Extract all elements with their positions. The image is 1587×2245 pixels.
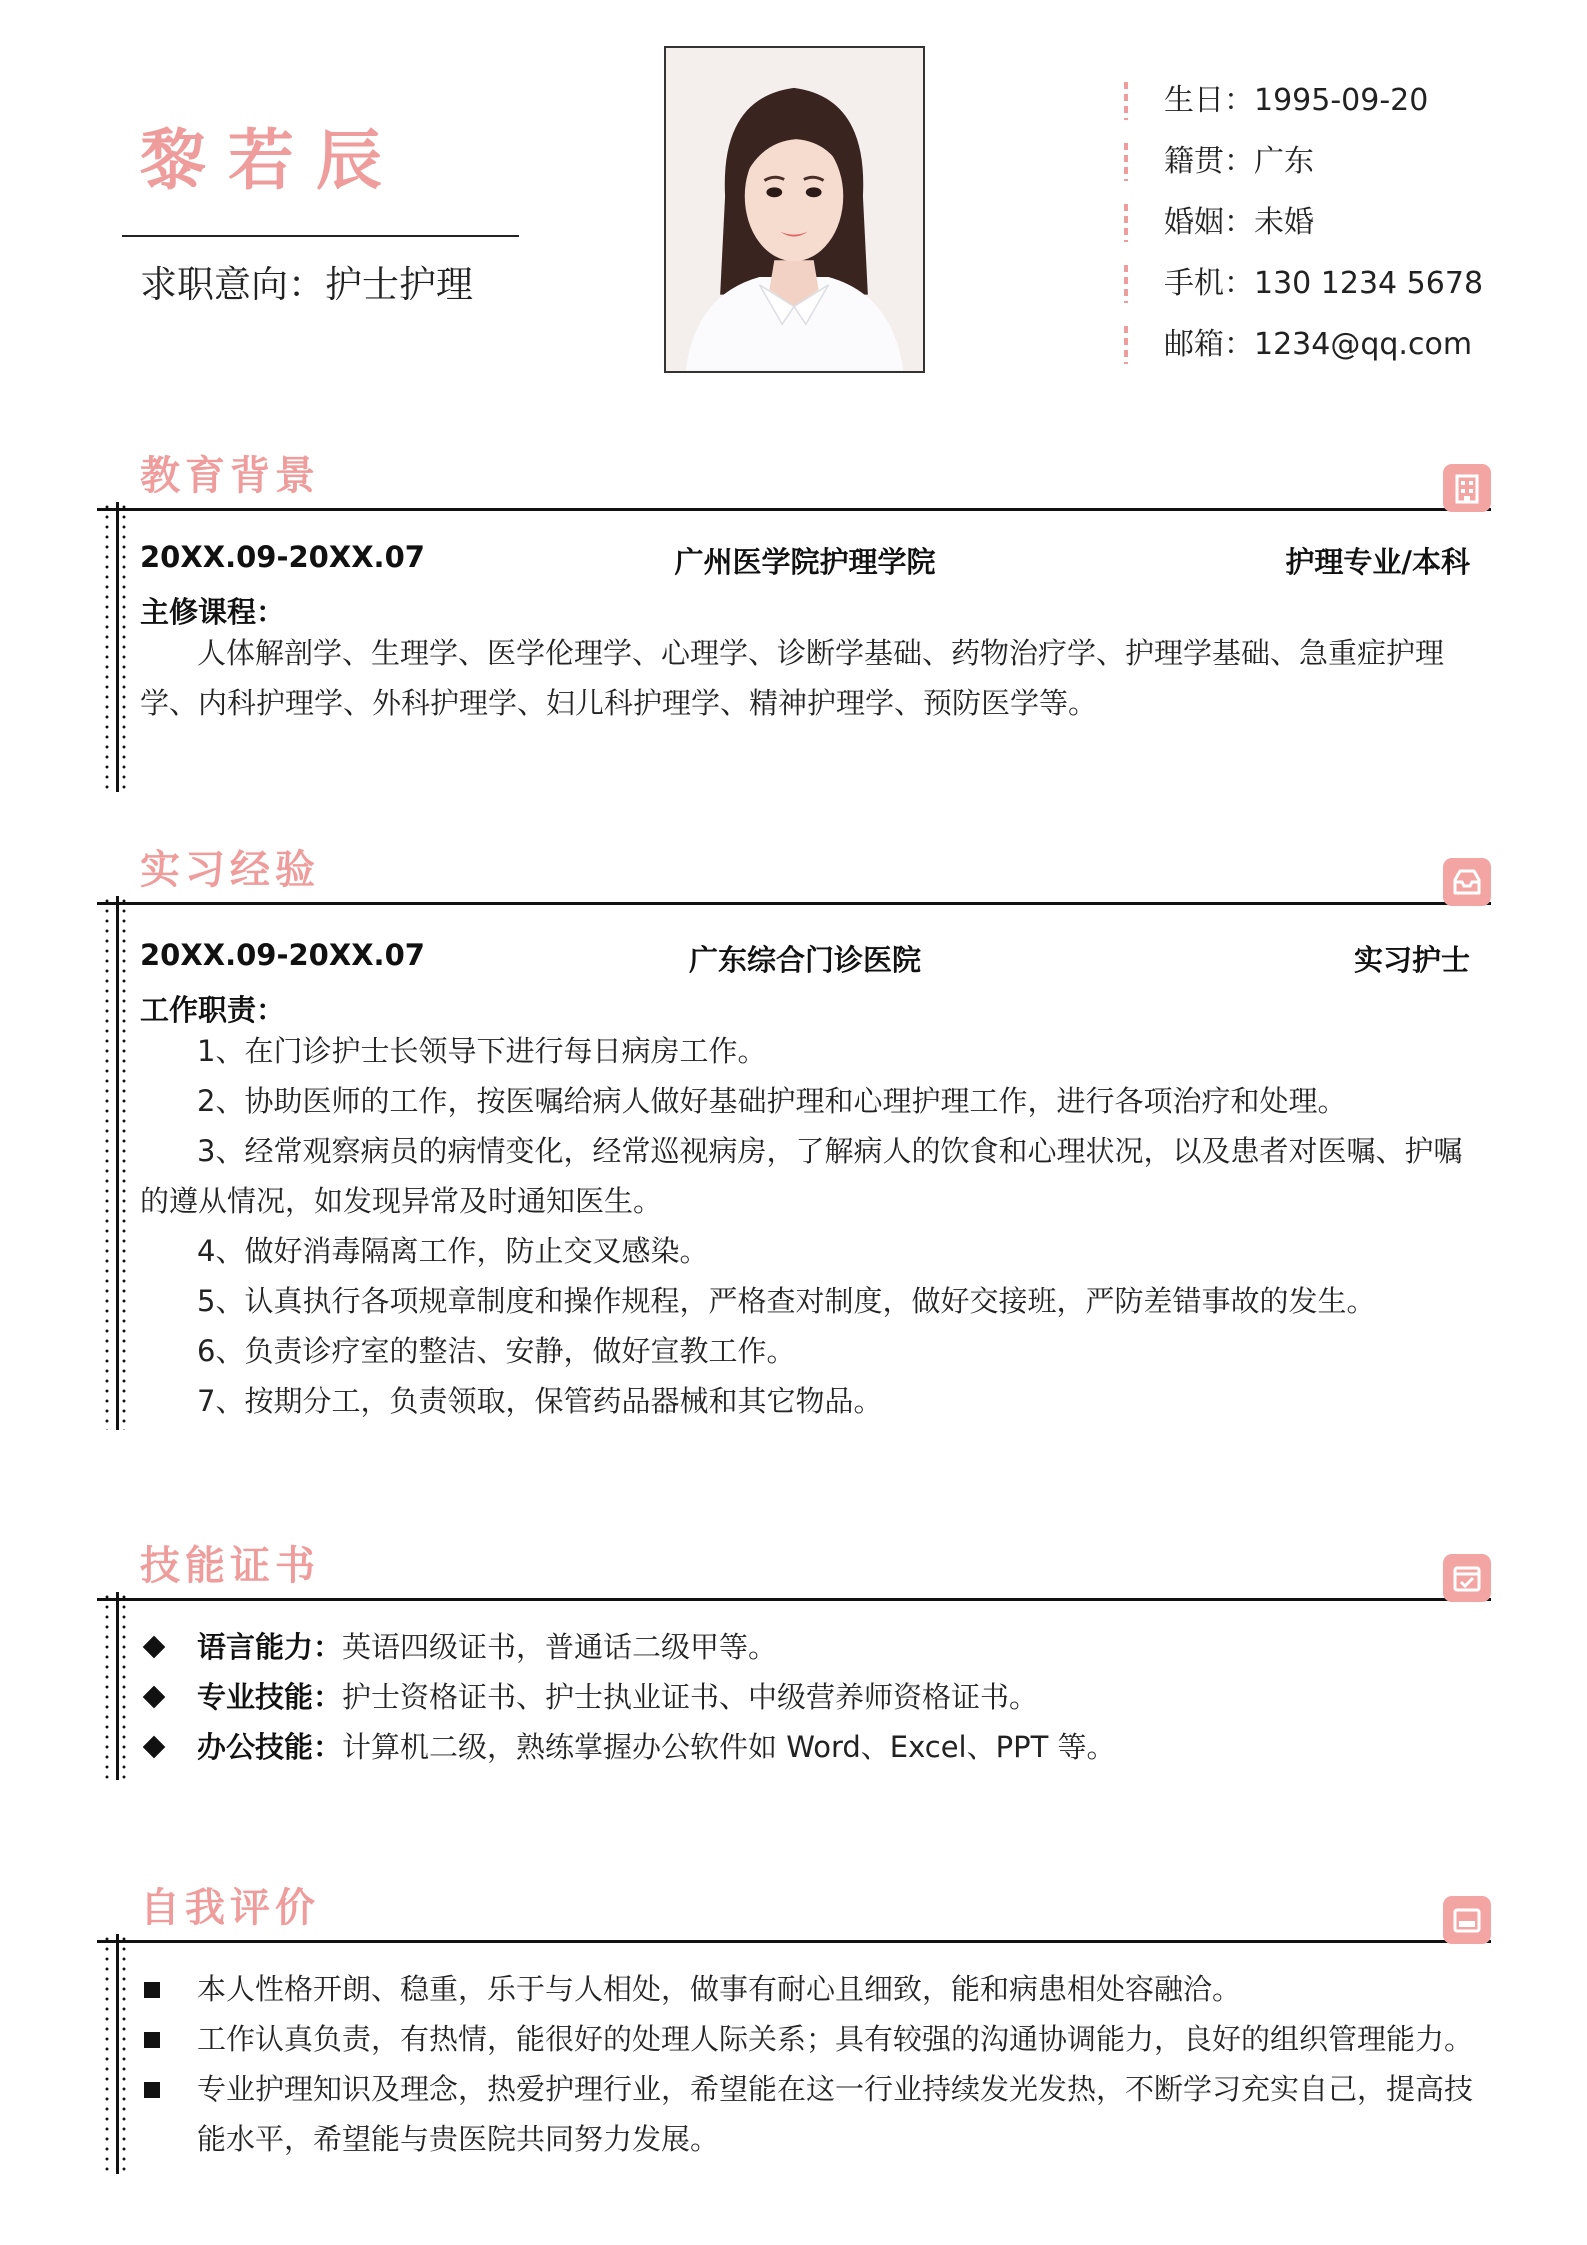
section-divider	[97, 1598, 1491, 1601]
timeline-decoration	[97, 1592, 127, 1780]
list-item: 专业护理知识及理念，热爱护理行业，希望能在这一行业持续发光发热，不断学习充实自己，提高技能水平，希望能与贵医院共同努力发展。	[140, 2064, 1477, 2164]
diamond-bullet-icon	[143, 1686, 166, 1709]
info-value: 130 1234 5678	[1254, 266, 1484, 301]
internship-row	[140, 938, 1470, 978]
info-value: 1234@qq.com	[1254, 327, 1473, 362]
info-phone	[1130, 263, 1483, 324]
list-item: 办公技能：计算机二级，熟练掌握办公软件如 Word、Excel、PPT 等。	[140, 1722, 1477, 1772]
list-item: 4、做好消毒隔离工作，防止交叉感染。	[197, 1234, 709, 1268]
certificate-icon	[1443, 1554, 1491, 1602]
info-label: 生日：	[1164, 83, 1254, 118]
section-title: 自我评价	[140, 1885, 320, 1931]
diamond-bullet-icon	[143, 1636, 166, 1659]
dash-marker	[1124, 143, 1128, 181]
info-label: 籍贯：	[1164, 144, 1254, 179]
section-title: 实习经验	[140, 847, 320, 893]
list-item: 3、经常观察病员的病情变化，经常巡视病房，了解病人的饮食和心理状况，以及患者对医嘱、护嘱的遵从情况，如发现异常及时通知医生。	[140, 1134, 1463, 1218]
square-bullet-icon	[144, 1982, 160, 1998]
education-school: 广州医学院护理学院	[674, 545, 936, 579]
self-eval-list	[140, 1964, 1477, 2164]
building-icon	[1443, 464, 1491, 512]
square-bullet-icon	[144, 2082, 160, 2098]
education-major: 护理专业/本科	[1285, 545, 1470, 579]
info-birthday	[1130, 80, 1483, 141]
internship-org: 广东综合门诊医院	[688, 943, 921, 977]
timeline-decoration	[97, 502, 127, 792]
section-title: 技能证书	[140, 1543, 320, 1589]
portrait-image	[666, 48, 923, 371]
square-bullet-icon	[144, 2032, 160, 2048]
info-value: 未婚	[1254, 205, 1314, 240]
diamond-bullet-icon	[143, 1736, 166, 1759]
window-icon	[1443, 1896, 1491, 1944]
job-intent: 求职意向：护士护理	[140, 263, 473, 306]
timeline-decoration	[97, 896, 127, 1430]
list-item: 2、协助医师的工作，按医嘱给病人做好基础护理和心理护理工作，进行各项治疗和处理。	[197, 1084, 1347, 1118]
education-period: 20XX.09-20XX.07	[140, 540, 425, 574]
internship-role: 实习护士	[1353, 943, 1470, 977]
duties-list	[140, 1026, 1477, 1426]
list-item: 工作认真负责，有热情，能很好的处理人际关系；具有较强的沟通协调能力，良好的组织管理能力。	[140, 2014, 1477, 2064]
list-item: 本人性格开朗、稳重，乐于与人相处，做事有耐心且细致，能和病患相处容融洽。	[140, 1964, 1477, 2014]
timeline-decoration	[97, 1934, 127, 2174]
inbox-icon	[1443, 858, 1491, 906]
list-item: 5、认真执行各项规章制度和操作规程，严格查对制度，做好交接班，严防差错事故的发生。	[197, 1284, 1376, 1318]
section-title: 教育背景	[140, 453, 320, 499]
skills-list	[140, 1622, 1477, 1772]
info-value: 1995-09-20	[1254, 83, 1429, 118]
list-item: 1、在门诊护士长领导下进行每日病房工作。	[197, 1034, 767, 1068]
dash-marker	[1124, 204, 1128, 242]
info-value: 广东	[1254, 144, 1314, 179]
dash-marker	[1124, 82, 1128, 120]
info-label: 婚姻：	[1164, 205, 1254, 240]
name-divider	[122, 235, 519, 237]
dash-marker	[1124, 326, 1128, 364]
candidate-name: 黎若辰	[140, 122, 404, 199]
personal-info	[1130, 80, 1483, 385]
section-divider	[97, 902, 1491, 905]
section-divider	[97, 508, 1491, 511]
list-item: 6、负责诊疗室的整洁、安静，做好宣教工作。	[197, 1334, 796, 1368]
dash-marker	[1124, 265, 1128, 303]
courses-text: 人体解剖学、生理学、医学伦理学、心理学、诊断学基础、药物治疗学、护理学基础、急重症护理学、内科护理学、外科护理学、妇儿科护理学、精神护理学、预防医学等。	[140, 636, 1445, 720]
profile-photo	[664, 46, 925, 373]
list-item: 语言能力：英语四级证书，普通话二级甲等。	[140, 1622, 1477, 1672]
info-label: 手机：	[1164, 266, 1254, 301]
courses-label: 主修课程：	[140, 595, 286, 629]
info-email	[1130, 324, 1483, 385]
info-label: 邮箱：	[1164, 327, 1254, 362]
list-item: 7、按期分工，负责领取，保管药品器械和其它物品。	[197, 1384, 883, 1418]
list-item: 专业技能：护士资格证书、护士执业证书、中级营养师资格证书。	[140, 1672, 1477, 1722]
internship-period: 20XX.09-20XX.07	[140, 938, 425, 972]
section-divider	[97, 1940, 1491, 1943]
education-row	[140, 540, 1470, 580]
info-marital	[1130, 202, 1483, 263]
duties-label: 工作职责：	[140, 993, 286, 1027]
info-hometown	[1130, 141, 1483, 202]
